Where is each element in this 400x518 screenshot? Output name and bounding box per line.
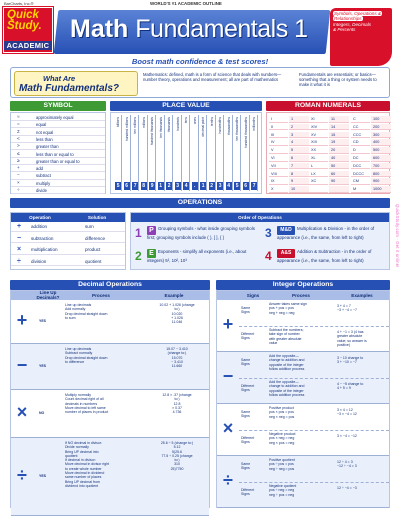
operation-solution: sum — [85, 224, 94, 229]
decimal-col-sign — [11, 291, 33, 300]
operation-name: subtraction — [31, 235, 54, 241]
integer-process: Subtract the numbers; take sign of number with greater absolute value — [269, 328, 304, 345]
integer-example: 3 − 10 change to 3 + −10 = −7 — [337, 356, 364, 365]
place-value-column — [158, 115, 165, 191]
roman-cell: LX — [309, 171, 328, 178]
place-value-digit: 2 — [210, 183, 214, 189]
decimal-lineup: YES — [39, 364, 47, 368]
place-value-label: ones — [192, 117, 197, 125]
roman-cell: XV — [309, 132, 328, 139]
place-value-column — [132, 115, 139, 191]
roman-cell: C — [351, 116, 370, 123]
roman-cell: 60 — [329, 171, 349, 178]
roman-cell: 15 — [329, 132, 349, 139]
integer-example: 3 × −4 = −12 — [337, 434, 357, 438]
symbol-meaning: subtract — [36, 173, 51, 179]
integer-divider — [239, 378, 389, 379]
roman-cell: XC — [309, 178, 328, 185]
worlds-number-one-text: WORLD'S #1 ACADEMIC OUTLINE — [150, 1, 222, 6]
logo-study: Study. — [7, 20, 42, 32]
place-value-digit: 6 — [244, 183, 248, 189]
place-value-column — [141, 115, 148, 191]
roman-cell: 50 — [329, 163, 349, 170]
roman-cell: 14 — [329, 124, 349, 131]
place-value-label: hundreds — [175, 117, 180, 131]
place-value-column — [149, 115, 156, 191]
publisher-text: BarCharts, Inc.® — [4, 1, 34, 6]
place-value-digit: 7 — [133, 183, 137, 189]
operation-row — [11, 235, 125, 244]
order-step — [277, 226, 385, 240]
symbol-row — [11, 165, 105, 172]
order-text: Grouping symbols - what inside grouping symbols first; grouping symbols include ( ), [ ], { } — [147, 226, 255, 240]
roman-cell: 11 — [329, 116, 349, 123]
symbol-meaning: approximately equal — [36, 115, 74, 120]
roman-cell: 1000 — [371, 186, 391, 193]
order-number: 4 — [265, 249, 272, 263]
roman-cell: XIV — [309, 124, 328, 131]
operation-col-header: Operation — [11, 213, 69, 222]
place-value-column — [251, 115, 258, 191]
integer-sign-rule: Different Signs — [241, 332, 255, 341]
side-banner-text: QuickStudy.com · Get it online! — [395, 204, 400, 268]
decimal-row — [11, 344, 209, 390]
place-value-column — [209, 115, 216, 191]
place-value-digit: 7 — [252, 183, 256, 189]
roman-table — [266, 112, 390, 194]
roman-cell: 8 — [289, 171, 309, 178]
place-value-digit: . — [192, 182, 198, 190]
operation-symbol: − — [17, 234, 22, 242]
place-value-label: ten thousands — [158, 117, 163, 138]
symbol-glyph: ≈ — [17, 114, 20, 119]
symbol-row — [11, 143, 105, 150]
order-step — [277, 249, 385, 263]
symbol-meaning: less than or equal to — [36, 151, 74, 157]
place-value-column — [124, 115, 131, 191]
symbol-header: SYMBOL — [10, 101, 106, 111]
subject-item: Relationships — [334, 16, 362, 22]
integer-divider — [239, 326, 389, 327]
roman-cell: 2 — [289, 124, 309, 131]
operation-symbol: × — [17, 246, 22, 253]
tagline: Boost math confidence & test scores! — [131, 57, 269, 66]
intro-definition-math: Mathematics: defined, math is a form of science that deals with numbers—number theory, operations and measurement; all are part of mathematics — [143, 72, 282, 82]
roman-cell — [329, 186, 349, 193]
operation-name: addition — [31, 224, 48, 229]
place-value-digit: 3 — [218, 183, 222, 189]
roman-cell: V — [269, 147, 288, 154]
operation-row — [11, 223, 125, 232]
integer-sign-rule: Same Signs — [241, 462, 251, 471]
title-fundamentals: Fundamentals 1 — [135, 15, 308, 43]
decimal-process: If NO decimal in divisor: Divide normally Bring UP decimal into quotient If decimal in divisor: Move decimal in divisor right to create whole number Move decimal in dividend same number of places Bring UP decimal from dividend into quotient — [65, 441, 110, 488]
decimal-col-header: Example — [139, 291, 209, 300]
intro-box — [10, 67, 390, 98]
symbol-row — [11, 172, 105, 179]
place-value-column — [217, 115, 224, 191]
roman-cell: DCC — [351, 163, 370, 170]
integer-process: Positive quotient pos ÷ pos = pos neg ÷ neg = pos — [269, 458, 295, 471]
roman-cell: 5 — [289, 147, 309, 154]
roman-cell: 20 — [329, 147, 349, 154]
symbol-row — [11, 180, 105, 187]
symbol-glyph: × — [17, 179, 20, 185]
symbol-glyph: ≠ — [17, 128, 20, 134]
symbol-glyph: = — [17, 121, 20, 127]
decimal-table — [10, 290, 210, 508]
order-text: Multiplication & Division - in the order of appearance (i.e., the same, from left to right) — [277, 226, 375, 240]
decimal-example: 15.07 − 3.410 (change to:) 15.070 − 3.410 11.660 — [166, 347, 188, 369]
roman-cell: I — [269, 116, 288, 123]
symbol-row — [11, 158, 105, 165]
integer-table — [216, 290, 390, 508]
symbol-row — [11, 151, 105, 158]
roman-header: ROMAN NUMERALS — [266, 101, 390, 111]
operation-symbol: ÷ — [17, 257, 21, 265]
symbol-meaning: multiply — [36, 180, 51, 186]
symbol-row — [11, 187, 105, 194]
decimal-example: 25.6 ÷ 5 (change to:) 5.12 5)25.6 77.5 ÷ 0.25 (change to:) 310 25)7750 — [160, 441, 194, 471]
place-value-digit: 6 — [125, 183, 129, 189]
roman-cell: 1 — [289, 116, 309, 123]
decimal-process: Line up decimals Add normally Drop decimal straight down to sum — [65, 303, 108, 320]
roman-cell: 90 — [329, 178, 349, 185]
order-step — [147, 249, 255, 263]
integer-sign: + — [222, 314, 234, 334]
order-number: 1 — [135, 226, 142, 240]
roman-cell: XL — [309, 155, 328, 162]
integer-divider — [239, 482, 389, 483]
integer-col-header: Signs — [239, 291, 267, 300]
place-value-column — [192, 115, 199, 191]
roman-cell: 200 — [371, 124, 391, 131]
integer-example: 12 ÷ −4 = −3 — [337, 486, 357, 490]
roman-cell: VII — [269, 163, 288, 170]
roman-cell: D — [351, 147, 370, 154]
roman-cell: 100 — [371, 116, 391, 123]
symbol-glyph: < — [17, 135, 20, 141]
order-number: 3 — [265, 226, 272, 240]
symbol-glyph: ≥ — [17, 157, 20, 163]
subject-item: Integers, Decimals — [333, 21, 372, 27]
subject-item: & Percents — [333, 26, 356, 32]
roman-cell: III — [269, 132, 288, 139]
place-value-digit: 9 — [150, 183, 154, 189]
symbol-meaning: greater than — [36, 144, 59, 150]
integer-process: Positive product pos × pos = pos neg × neg = pos — [269, 406, 295, 419]
integer-col-header: Examples — [335, 291, 389, 300]
integer-row — [217, 352, 389, 404]
place-value-digit: 8 — [142, 183, 146, 189]
operation-name: multiplication — [31, 247, 58, 252]
place-value-label: billions — [116, 117, 120, 128]
place-value-label: millionths — [252, 117, 256, 131]
symbol-glyph: ÷ — [17, 187, 20, 192]
integer-sign: − — [222, 366, 234, 386]
roman-cell — [309, 186, 328, 193]
roman-cell: 9 — [289, 178, 309, 185]
decimal-row — [11, 390, 209, 438]
roman-cell: 800 — [371, 171, 391, 178]
intro-question-line1: What Are — [43, 74, 76, 83]
decimal-lineup: YES — [39, 319, 47, 323]
order-badge: M&D — [277, 226, 295, 235]
roman-cell: 3 — [289, 132, 309, 139]
decimal-sign: − — [16, 355, 28, 375]
integer-sign-rule: Same Signs — [241, 358, 251, 367]
integer-sign-rule: Same Signs — [241, 306, 251, 315]
integer-divider — [239, 430, 389, 431]
roman-cell: CM — [351, 178, 370, 185]
operation-solution: difference — [85, 235, 106, 241]
place-value-label: hundred thousandths — [243, 117, 248, 148]
roman-cell: 40 — [329, 155, 349, 162]
integer-col-sign — [217, 291, 239, 300]
integer-sign: × — [222, 418, 234, 438]
intro-question-box — [14, 71, 138, 96]
symbol-row — [11, 121, 105, 128]
symbol-row — [11, 136, 105, 143]
integer-row — [217, 404, 389, 456]
roman-cell: 900 — [371, 178, 391, 185]
order-step — [147, 226, 255, 240]
roman-cell: M — [351, 186, 370, 193]
decimal-lineup: YES — [39, 474, 47, 478]
solution-col-header: Solution — [69, 213, 125, 222]
decimal-example: 12.8 × .37 (change to:) 12.8 × 0.37 4.736 — [162, 393, 192, 415]
place-value-column — [234, 115, 241, 191]
place-value-digit: 5 — [116, 183, 120, 189]
integer-row — [217, 300, 389, 352]
place-value-digit: 3 — [176, 183, 180, 189]
roman-cell: IV — [269, 139, 288, 146]
operation-row — [11, 258, 125, 267]
integer-sign-rule: Different Signs — [241, 384, 255, 393]
logo-quick: Quick — [7, 9, 39, 21]
roman-cell: 19 — [329, 139, 349, 146]
place-value-label: thousandths — [226, 117, 231, 135]
roman-cell: VI — [269, 155, 288, 162]
integer-example: 3 × 4 = 12 −3 × −4 = 12 — [337, 408, 357, 417]
place-value-digit: 4 — [184, 183, 188, 189]
integer-process: Negative quotient pos ÷ neg = neg neg ÷ pos = neg — [269, 484, 297, 497]
integer-process: Answer takes same sign pos + pos = pos neg + neg = neg — [269, 302, 307, 315]
integer-col-header: Process — [267, 291, 335, 300]
integer-example: 3 + 4 = 7 −3 + −4 = −7 — [337, 304, 357, 313]
decimal-sign: + — [16, 310, 28, 330]
decimal-example: 10.02 + 1.026 (change to:) 10.020 + 1.026 11.046 — [159, 303, 195, 325]
symbol-glyph: − — [17, 172, 20, 178]
roman-cell: CCC — [351, 132, 370, 139]
roman-cell: 300 — [371, 132, 391, 139]
roman-cell: 500 — [371, 147, 391, 154]
place-value-label: hundredths — [218, 117, 222, 134]
symbol-row — [11, 114, 105, 121]
roman-cell: XX — [309, 147, 328, 154]
place-value-digit: 1 — [201, 183, 205, 189]
integer-process: Negative product pos × neg = neg neg × pos = neg — [269, 432, 296, 445]
integer-process: Add the opposite— change to addition and opposite of the integer follow addition process — [269, 380, 305, 397]
place-value-label: hundred millions — [124, 117, 129, 142]
symbol-table — [10, 112, 106, 194]
integer-process: Add the opposite— change to addition and opposite of the integer follow addition process — [269, 354, 305, 371]
order-of-operations-box — [130, 212, 390, 270]
decimal-process: Line up decimals Subtract normally Drop decimal straight down to difference — [65, 347, 108, 364]
integer-example: 4 + −1 = 3 (4 has greater absolute value; so answer is positive) — [337, 330, 367, 347]
place-value-label: tenths — [209, 117, 214, 126]
decimal-process: Multiply normally Count decimal right of all decimals in numbers Move decimal to left same number of places in product — [65, 393, 109, 415]
roman-cell: 4 — [289, 139, 309, 146]
place-value-digit: 2 — [167, 183, 171, 189]
order-text: Addition & Subtraction - in the order of appearance (i.e., the same, from left to right) — [277, 249, 372, 263]
intro-definition-fundamentals: Fundamentals are essentials; or basics—something that a thing or system needs to make it what it is — [299, 72, 377, 87]
integer-sign-rule: Same Signs — [241, 410, 251, 419]
intro-question-line2: Math Fundamentals? — [19, 83, 120, 94]
order-badge: P — [147, 226, 156, 235]
operation-symbol: + — [17, 223, 22, 230]
place-value-label: millions — [141, 117, 146, 128]
roman-cell: DC — [351, 155, 370, 162]
place-value-column — [166, 115, 173, 191]
operation-solution: product — [85, 247, 101, 252]
roman-cell: VIII — [269, 171, 288, 178]
place-value-chart — [110, 112, 262, 194]
integer-sign-rule: Different Signs — [241, 488, 255, 497]
page-title — [70, 15, 308, 44]
roman-cell: 400 — [371, 139, 391, 146]
symbol-meaning: equal — [36, 122, 47, 128]
place-value-column — [243, 115, 250, 191]
place-value-label: ten thousandths — [235, 117, 239, 141]
order-text: Exponents - simplify all exponents (i.e., about integers) 5², 10², 10³ — [147, 249, 247, 263]
place-value-digit: 5 — [235, 183, 239, 189]
roman-cell: 600 — [371, 155, 391, 162]
place-value-header: PLACE VALUE — [110, 101, 262, 111]
place-value-digit: 4 — [227, 183, 231, 189]
roman-cell: CD — [351, 139, 370, 146]
place-value-label: thousands — [167, 117, 171, 133]
symbol-glyph: + — [17, 165, 20, 171]
integer-row — [217, 456, 389, 508]
decimal-col-header: Line Up Decimals? — [33, 291, 63, 300]
roman-cell: CC — [351, 124, 370, 131]
roman-cell: 10 — [289, 186, 309, 193]
integer-example: 4 − −5 change to 4 + 5 = 9 — [337, 382, 364, 391]
roman-cell: X — [269, 186, 288, 193]
symbol-meaning: not equal — [36, 129, 54, 135]
decimal-header: Decimal Operations — [10, 280, 210, 290]
roman-cell: 6 — [289, 155, 309, 162]
decimal-row — [11, 300, 209, 344]
integer-example: 12 ÷ 4 = 3 −12 ÷ −4 = 3 — [337, 460, 357, 469]
quickstudy-logo — [3, 7, 53, 53]
subject-item: Symbols, Operations & — [334, 11, 381, 16]
place-value-column — [175, 115, 182, 191]
order-number: 2 — [135, 249, 142, 263]
logo-academic: ACADEMIC — [4, 41, 52, 50]
roman-cell: DCCC — [351, 171, 370, 178]
roman-cell: 7 — [289, 163, 309, 170]
operations-header: OPERATIONS — [10, 198, 390, 208]
place-value-label: ten millions — [133, 117, 137, 134]
symbol-meaning: greater than or equal to — [36, 158, 80, 164]
decimal-sign: ÷ — [17, 465, 27, 485]
integer-header: Integer Operations — [216, 280, 390, 290]
order-badge: E — [147, 249, 156, 258]
place-value-column — [226, 115, 233, 191]
symbol-row — [11, 129, 105, 136]
place-value-digit: 1 — [159, 183, 163, 189]
place-value-column — [200, 115, 207, 191]
decimal-sign: × — [16, 402, 28, 422]
decimal-row — [11, 438, 209, 516]
operation-row — [11, 246, 125, 255]
operations-table — [10, 212, 126, 270]
order-header: Order of Operations — [131, 213, 389, 222]
roman-cell: L — [309, 163, 328, 170]
operation-name: division — [31, 258, 47, 264]
roman-cell: 700 — [371, 163, 391, 170]
symbol-glyph: > — [17, 143, 20, 149]
title-math: Math — [70, 15, 129, 43]
roman-cell: IX — [269, 178, 288, 185]
place-value-column — [183, 115, 190, 191]
integer-sign-rule: Different Signs — [241, 436, 255, 445]
decimal-col-header: Process — [63, 291, 139, 300]
roman-cell: II — [269, 124, 288, 131]
operation-solution: quotient — [85, 258, 102, 264]
place-value-label: tens — [184, 117, 188, 124]
symbol-meaning: add — [36, 166, 43, 172]
place-value-column — [115, 115, 122, 191]
roman-cell: XI — [309, 116, 328, 123]
symbol-glyph: ≤ — [17, 150, 20, 156]
roman-cell: XIX — [309, 139, 328, 146]
integer-sign: ÷ — [223, 470, 233, 490]
place-value-label: hundred thousands — [150, 117, 154, 146]
symbol-meaning: divide — [36, 188, 47, 193]
decimal-lineup: NO — [39, 411, 45, 415]
order-badge: A&S — [277, 249, 295, 258]
place-value-label: decimal point — [201, 117, 205, 137]
symbol-meaning: less than — [36, 136, 53, 142]
